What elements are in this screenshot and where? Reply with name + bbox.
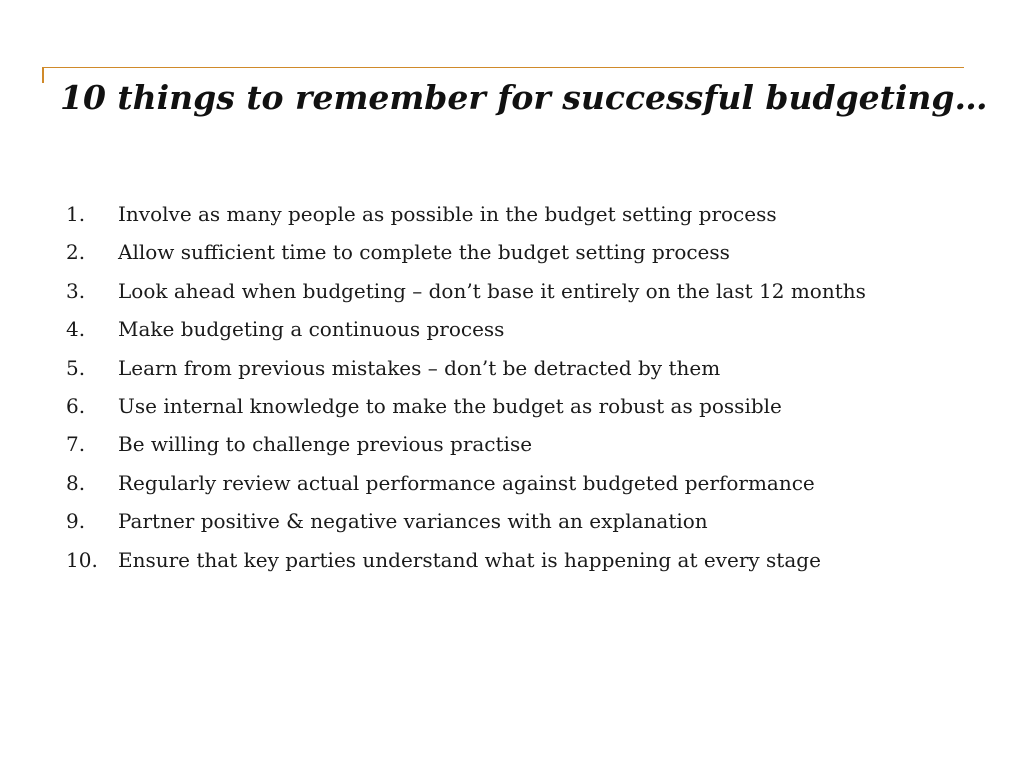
list-item-text: Regularly review actual performance against budgeted performance	[118, 470, 815, 495]
list-item-text: Be willing to challenge previous practise	[118, 432, 533, 457]
list-item	[66, 352, 866, 390]
slide-title: 10 things to remember for successful budgeting…	[60, 78, 988, 117]
list-item	[66, 390, 866, 428]
list-item-text: Look ahead when budgeting – don’t base it entirely on the last 12 months	[118, 278, 866, 303]
list-item-text: Involve as many people as possible in the budget setting process	[118, 202, 777, 226]
list-item	[66, 467, 866, 505]
list-item-number: 4.	[66, 317, 86, 342]
title-rule-tick	[42, 67, 44, 83]
list-item	[66, 198, 866, 236]
list-item-number: 8.	[66, 470, 86, 495]
list-item-text: Allow sufficient time to complete the budget setting process	[118, 240, 730, 265]
list-item	[66, 313, 866, 351]
tips-list	[66, 198, 866, 582]
list-item-number: 2.	[66, 240, 86, 265]
list-item-number: 5.	[66, 355, 86, 380]
title-rule	[42, 67, 964, 68]
list-item	[66, 505, 866, 543]
list-item-text: Partner positive & negative variances with an explanation	[118, 509, 708, 534]
list-item-number: 9.	[66, 509, 86, 534]
list-item	[66, 428, 866, 466]
list-item-number: 1.	[66, 202, 86, 226]
list-item	[66, 275, 866, 313]
list-item-text: Learn from previous mistakes – don’t be detracted by them	[118, 355, 721, 380]
list-item	[66, 236, 866, 274]
list-item-text: Use internal knowledge to make the budget as robust as possible	[118, 393, 782, 418]
list-item-number: 3.	[66, 278, 86, 303]
list-item	[66, 544, 866, 582]
list-item-number: 10.	[66, 547, 98, 572]
list-item-text: Ensure that key parties understand what is happening at every stage	[118, 547, 821, 572]
list-item-text: Make budgeting a continuous process	[118, 317, 505, 342]
list-item-number: 7.	[66, 432, 86, 457]
list-item-number: 6.	[66, 393, 86, 418]
